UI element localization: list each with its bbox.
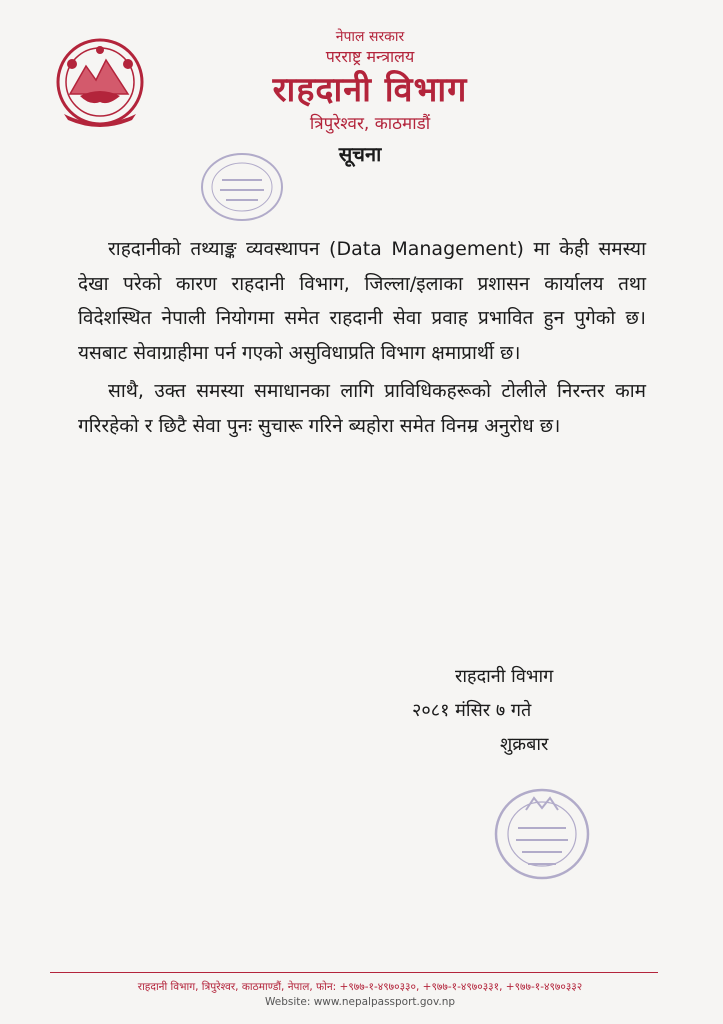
- notice-title: सूचना: [338, 142, 382, 166]
- signature-block: [400, 660, 640, 762]
- footer: [40, 980, 680, 1010]
- department-name: राहदानी विभाग: [272, 70, 468, 110]
- letterhead: [190, 28, 550, 136]
- signature-day: शुक्रबार: [500, 734, 549, 755]
- signature-date: २०८१ मंसिर ७ गते: [412, 700, 532, 721]
- office-stamp-icon: [198, 150, 286, 224]
- government-name: नेपाल सरकार: [335, 29, 405, 45]
- notice-paragraph-2: साथै, उक्त समस्या समाधानका लागि प्राविधिकहरूको टोलीले निरन्तर काम गरिरहेको र छिटै सेवा पुनः सुचारू गरिने ब्यहोरा समेत विनम्र अनुरोध छ।: [78, 380, 646, 437]
- footer-address: राहदानी विभाग, त्रिपुरेश्वर, काठमाण्डौं, नेपाल, फोन: +९७७-१-४९७०३३०, +९७७-१-४९७०३३१, +९७७-१-४९७०३३२: [137, 981, 583, 993]
- ministry-name: परराष्ट्र मन्त्रालय: [325, 47, 415, 66]
- nepal-emblem-icon: [52, 36, 148, 128]
- notice-body: [78, 232, 646, 443]
- signature-office: राहदानी विभाग: [455, 666, 554, 687]
- department-location: त्रिपुरेश्वर, काठमाडौं: [309, 114, 431, 134]
- notice-paragraph-1: राहदानीको तथ्याङ्क व्यवस्थापन (Data Management) मा केही समस्या देखा परेको कारण राहदानी विभाग, जिल्ला/इलाका प्रशासन कार्यालय तथा विदेशस्थित नेपाली नियोगमा समेत राहदानी सेवा प्रवाह प्रभावित हुन पुगेको छ। यसबाट सेवाग्राहीमा पर्न गएको असुविधाप्रति विभाग क्षमाप्रार्थी छ।: [78, 238, 646, 364]
- footer-website: Website: www.nepalpassport.gov.np: [264, 996, 456, 1008]
- office-stamp-icon: [492, 786, 592, 882]
- footer-divider: [50, 972, 658, 973]
